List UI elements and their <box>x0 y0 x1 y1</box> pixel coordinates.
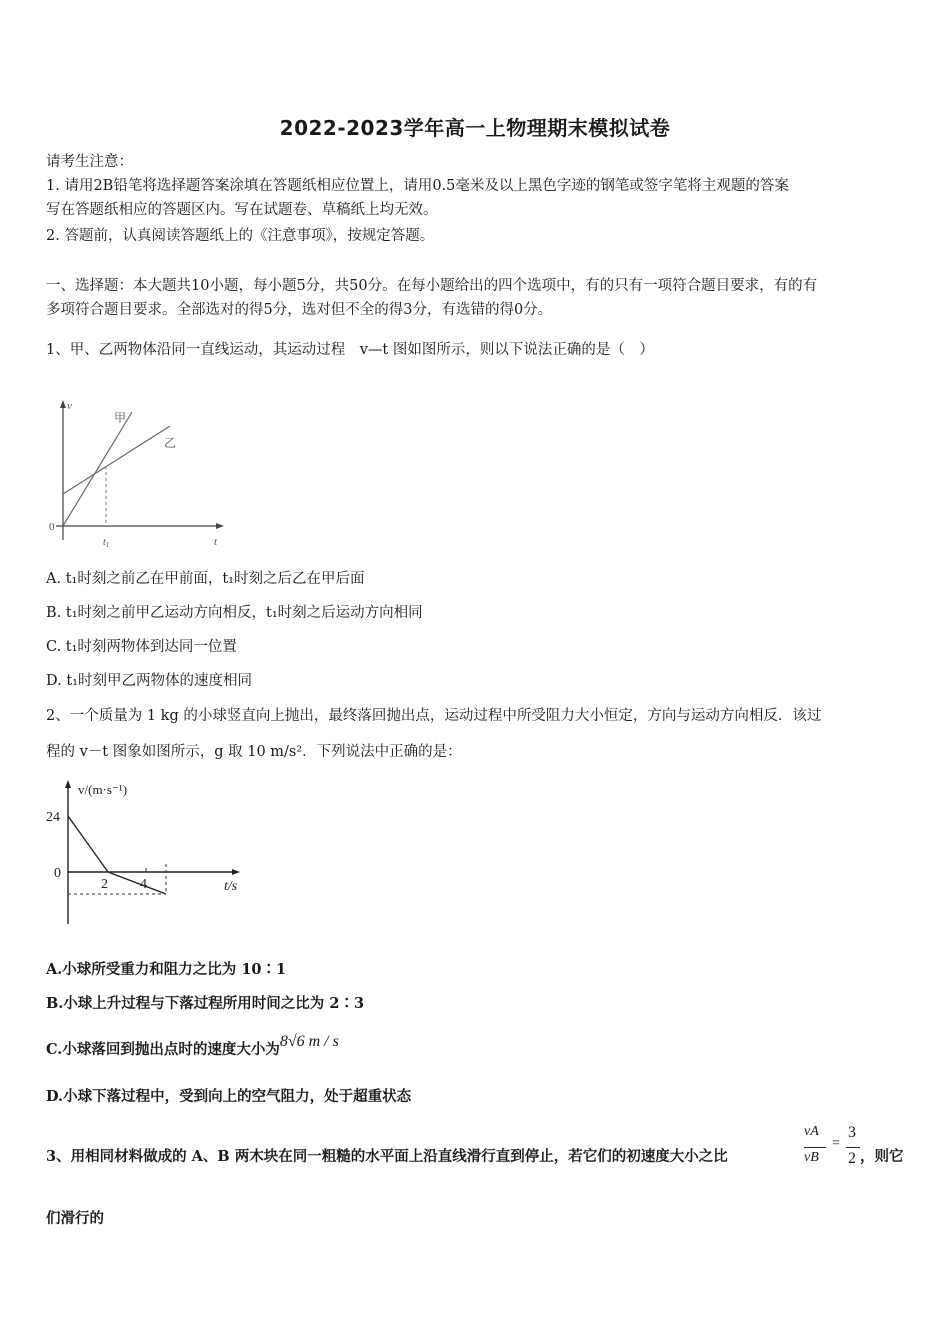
q1-stem: 1、甲、乙两物体沿同一直线运动，其运动过程 v—t 图如图所示，则以下说法正确的是（ ） <box>46 342 654 358</box>
x-axis-label: t/s <box>224 879 238 894</box>
q1-option-d: D. t₁时刻甲乙两物体的速度相同 <box>46 673 252 689</box>
ratio-num: vA <box>804 1124 819 1139</box>
tick-0: 0 <box>54 866 61 881</box>
notice-heading: 请考生注意： <box>46 154 133 170</box>
q2-option-a: A.小球所受重力和阻力之比为 10∶1 <box>46 961 287 978</box>
x-axis-label: t <box>214 536 218 548</box>
ratio-value-den: 2 <box>848 1150 856 1167</box>
q2-stem-line1: 2、一个质量为 1 kg 的小球竖直向上抛出，最终落回抛出点，运动过程中所受阻力大小恒定，方向与运动方向相反．该过 <box>46 708 822 724</box>
notice-item2: 2. 答题前，认真阅读答题纸上的《注意事项》，按规定答题。 <box>46 228 435 244</box>
q1-option-b: B. t₁时刻之前甲乙运动方向相反，t₁时刻之后运动方向相同 <box>46 605 423 621</box>
t1-label: $t_1$ <box>103 537 110 549</box>
ratio-eq: = <box>832 1136 840 1151</box>
q1-option-a: A. t₁时刻之前乙在甲前面，t₁时刻之后乙在甲后面 <box>46 571 365 587</box>
q2-option-c: C.小球落回到抛出点时的速度大小为8√6 m / s <box>46 1033 339 1058</box>
section1-line2: 多项符合题目要求。全部选对的得5分，选对但不全的得3分，有选错的得0分。 <box>46 302 553 318</box>
q2-option-d: D.小球下落过程中，受到向上的空气阻力，处于超重状态 <box>46 1088 412 1105</box>
q2-vt-graph <box>46 776 256 932</box>
q2-option-c-value: 8√6 m / s <box>279 1033 339 1050</box>
q1-vt-graph <box>46 390 236 550</box>
section1-line1: 一、选择题：本大题共10小题，每小题5分，共50分。在每小题给出的四个选项中，有的只有一项符合题目要求，有的有 <box>46 278 818 294</box>
ratio-den: vB <box>804 1150 819 1165</box>
q3-stem-tail: ，则它 <box>860 1148 904 1165</box>
q3-stem-line1: 3、用相同材料做成的 A、B 两木块在同一粗糙的水平面上沿直线滑行直到停止，若它们的初速度大小之比 <box>46 1148 728 1165</box>
q2-stem-line2: 程的 v－t 图象如图所示，g 取 10 m/s²．下列说法中正确的是： <box>46 744 462 760</box>
label-yi: 乙 <box>164 436 177 450</box>
tick-2: 2 <box>101 877 108 892</box>
origin-label: 0 <box>49 521 55 533</box>
q1-option-c: C. t₁时刻两物体到达同一位置 <box>46 639 237 655</box>
tick-4: 4 <box>140 877 147 892</box>
y-axis-label: v/(m·s⁻¹) <box>78 782 128 797</box>
q3-stem-line2: 们滑行的 <box>46 1210 104 1227</box>
label-jia: 甲 <box>114 411 127 425</box>
notice-item1-line2: 写在答题纸相应的答题区内。写在试题卷、草稿纸上均无效。 <box>46 202 438 218</box>
ratio-value-num: 3 <box>848 1124 856 1141</box>
notice-item1-line1: 1. 请用2B铅笔将选择题答案涂填在答题纸相应位置上，请用0.5毫米及以上黑色字迹的钢笔或签字笔将主观题的答案 <box>46 178 789 194</box>
page-title: 2022-2023学年高一上物理期末模拟试卷 <box>279 116 671 140</box>
y-axis-label: v <box>67 400 72 412</box>
tick-24: 24 <box>46 810 60 825</box>
q2-option-b: B.小球上升过程与下落过程所用时间之比为 2∶3 <box>46 995 365 1012</box>
line-yi <box>63 426 170 494</box>
line-jia <box>63 412 132 526</box>
